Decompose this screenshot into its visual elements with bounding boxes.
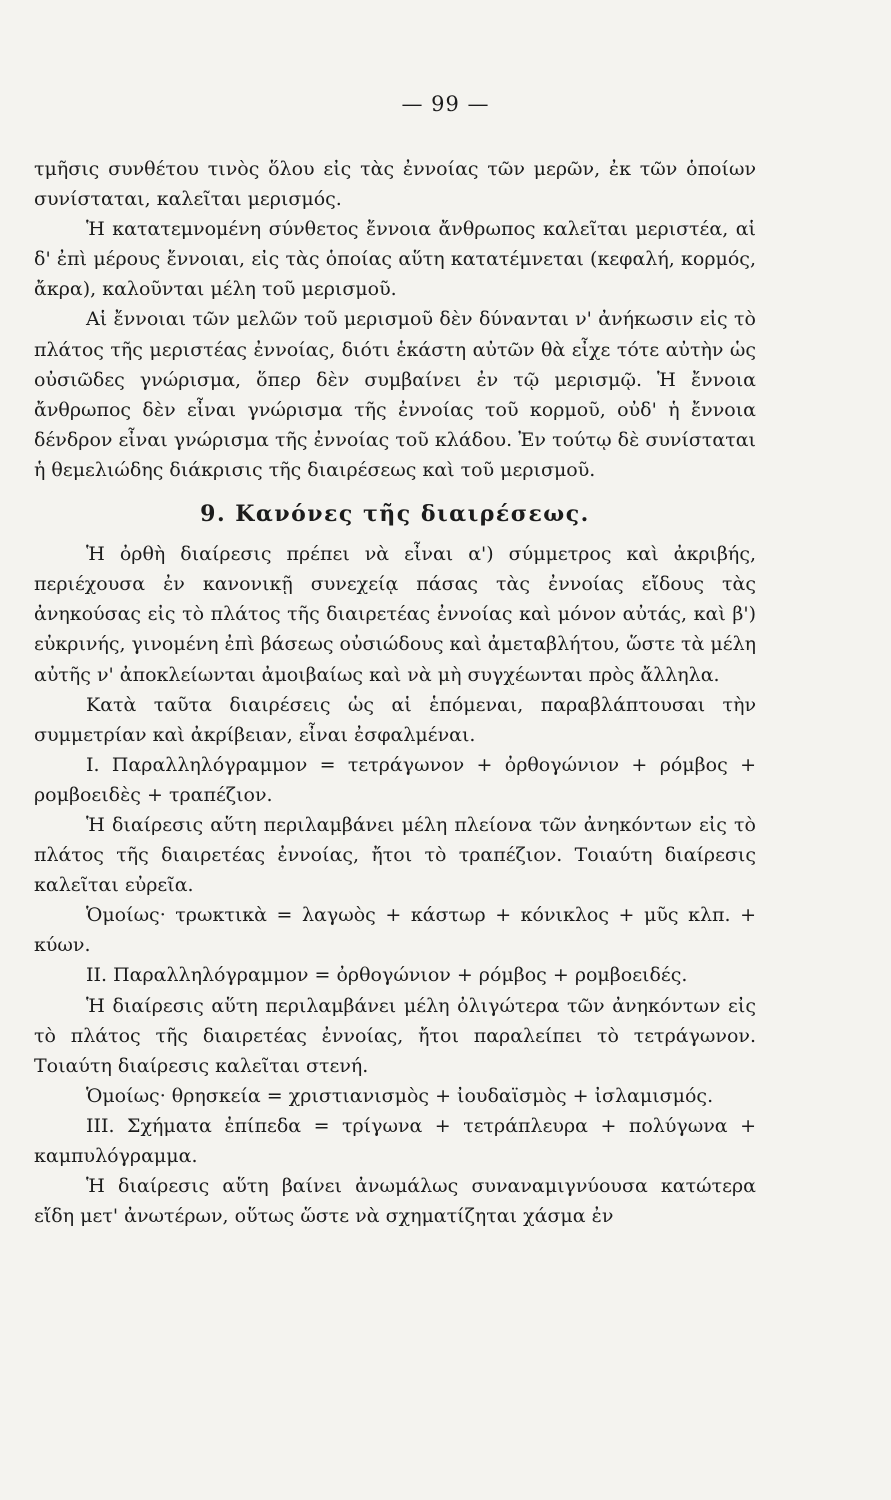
section-heading: 9. Κανόνες τῆς διαιρέσεως. [200,501,590,528]
paragraph-4: Ἡ ὀρθὴ διαίρεσις πρέπει νὰ εἶναι α') σύμμετρος καὶ ἀκριβής, περιέχουσα ἐν κανονικῇ συνεχείᾳ πάσας τὰς ἐννοίας εἴδους τὰς ἀνηκούσας εἰς τὸ πλάτος τῆς διαιρετέας ἐννοίας καὶ μόνον αὐτάς, καὶ β') εὐκρινής, γινομένη ἐπὶ βάσεως οὐσιώδους καὶ ἀμεταβλήτου, ὥστε τὰ μέλη αὐτῆς ν' ἀποκλείωνται ἀμοιβαίως καὶ νὰ μὴ συγχέωνται πρὸς ἄλληλα. [34,543,756,686]
paragraph-6: I. Παραλληλόγραμμον = τετράγωνον + ὀρθογώνιον + ρόμβος + ρομβοειδὲς + τραπέζιον. [34,753,756,806]
paragraph-13: Ἡ διαίρεσις αὕτη βαίνει ἀνωμάλως συναναμιγνύουσα κατώτερα εἴδη μετ' ἀνωτέρων, οὕτως ὥστε νὰ σχηματίζηται χάσμα ἐν [34,1175,756,1228]
paragraph-11: Ὁμοίως· θρησκεία = χριστιανισμὸς + ἰουδαϊσμὸς + ἰσλαμισμός. [86,1084,714,1107]
paragraph-3: Αἱ ἔννοιαι τῶν μελῶν τοῦ μερισμοῦ δὲν δύνανται ν' ἀνήκωσιν εἰς τὸ πλάτος τῆς μεριστέας ἐννοίας, διότι ἑκάστη αὐτῶν θὰ εἶχε τότε αὐτὴν ὡς οὐσιῶδες γνώρισμα, ὅπερ δὲν συμβαίνει ἐν τῷ μερισμῷ. Ἡ ἔννοια ἄνθρωπος δὲν εἶναι γνώρισμα τῆς ἐννοίας τοῦ κορμοῦ, οὐδ' ἡ ἔννοια δένδρον εἶναι γνώρισμα τῆς ἐννοίας τοῦ κλάδου. Ἐν τούτῳ δὲ συνίσταται ἡ θεμελιώδης διάκρισις τῆς διαιρέσεως καὶ τοῦ μερισμοῦ. [34,308,756,481]
paragraph-7: Ἡ διαίρεσις αὕτη περιλαμβάνει μέλη πλείονα τῶν ἀνηκόντων εἰς τὸ πλάτος τῆς διαιρετέας ἐννοίας, ἤτοι τὸ τραπέζιον. Τοιαύτη διαίρεσις καλεῖται εὐρεῖα. [34,813,756,897]
page-number: — 99 — [401,92,490,116]
paragraph-12: III. Σχήματα ἐπίπεδα = τρίγωνα + τετράπλευρα + πολύγωνα + καμπυλόγραμμα. [34,1114,756,1167]
paragraph-5: Κατὰ ταῦτα διαιρέσεις ὡς αἱ ἑπόμεναι, παραβλάπτουσαι τὴν συμμετρίαν καὶ ἀκρίβειαν, εἶναι ἐσφαλμέναι. [34,693,756,746]
paragraph-9: II. Παραλληλόγραμμον = ὀρθογώνιον + ρόμβος + ρομβοειδές. [86,964,688,987]
page-body-text [34,154,756,1231]
paragraph-8: Ὁμοίως· τρωκτικὰ = λαγωὸς + κάστωρ + κόνικλος + μῦς κλπ. + κύων. [34,904,756,957]
paragraph-1: τμῆσις συνθέτου τινὸς ὅλου εἰς τὰς ἐννοίας τῶν μερῶν, ἐκ τῶν ὁποίων συνίσταται, καλεῖται μερισμός. [34,158,756,211]
paragraph-10: Ἡ διαίρεσις αὕτη περιλαμβάνει μέλη ὀλιγώτερα τῶν ἀνηκόντων εἰς τὸ πλάτος τῆς διαιρετέας ἐννοίας, ἤτοι παραλείπει τὸ τετράγωνον. Τοιαύτη διαίρεσις καλεῖται στενή. [34,994,756,1077]
paragraph-2: Ἡ κατατεμνομένη σύνθετος ἔννοια ἄνθρωπος καλεῖται μεριστέα, αἱ δ' ἐπὶ μέρους ἔννοιαι, εἰς τὰς ὁποίας αὕτη κατατέμνεται (κεφαλή, κορμός, ἄκρα), καλοῦνται μέλη τοῦ μερισμοῦ. [34,218,756,301]
